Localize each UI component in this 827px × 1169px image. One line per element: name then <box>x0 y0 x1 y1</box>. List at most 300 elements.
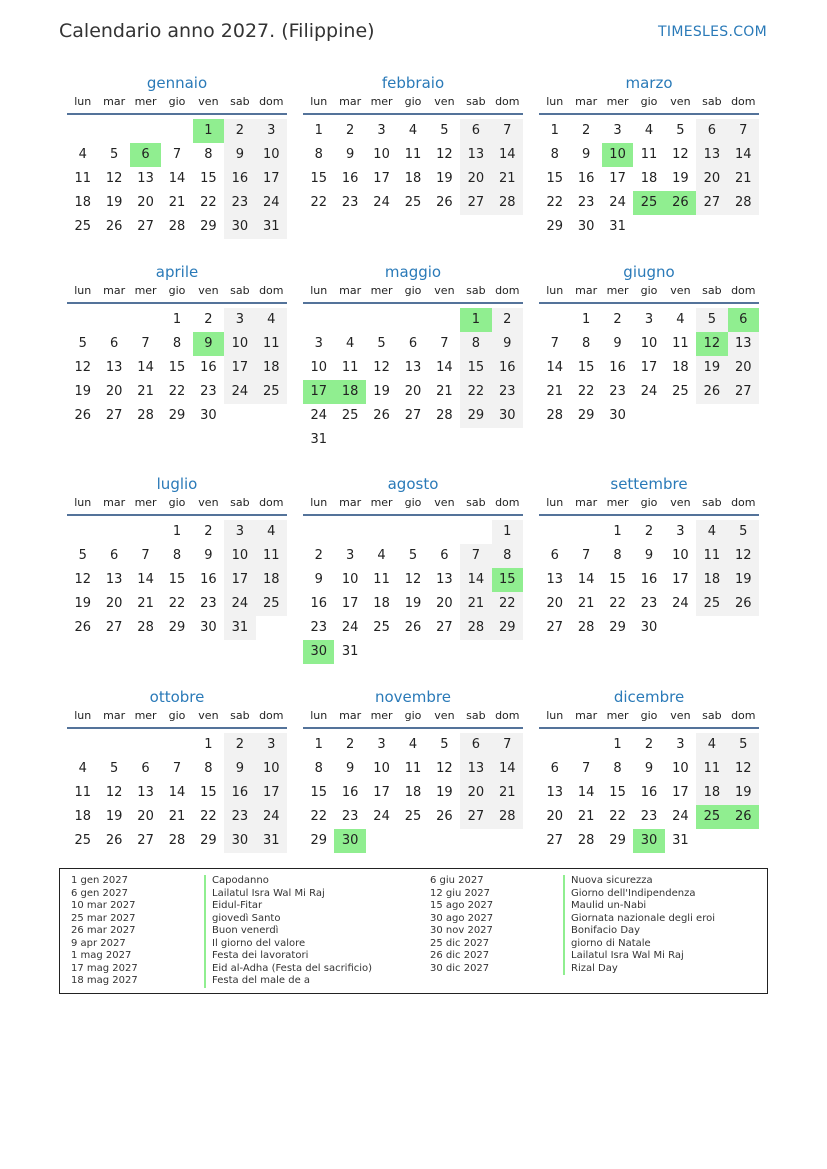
day-cell: 21 <box>168 195 186 210</box>
day-cell: 27 <box>404 408 422 423</box>
day-cell: 1 <box>172 312 182 327</box>
weekday-label: gio <box>640 496 658 509</box>
day-cell: 20 <box>728 356 759 380</box>
day-cell: 11 <box>256 332 287 356</box>
day-grid <box>539 115 759 259</box>
day-cell: 18 <box>640 171 658 186</box>
weekday-label: ven <box>198 709 219 722</box>
day-cell: 16 <box>640 572 658 587</box>
day-cell: 25 <box>672 384 689 399</box>
weekday-label: lun <box>310 284 328 297</box>
day-cell: 20 <box>546 809 563 824</box>
day-cell: 29 <box>200 833 217 848</box>
day-cell: 28 <box>137 620 154 635</box>
day-cell: 24 <box>640 384 658 399</box>
legend-holiday-name: Lailatul Isra Wal Mi Raj <box>204 888 325 901</box>
weekday-header <box>539 707 759 729</box>
day-cell: 7 <box>492 733 523 757</box>
weekday-label: mer <box>134 496 157 509</box>
day-cell: 20 <box>105 596 123 611</box>
day-cell: 4 <box>345 336 355 351</box>
holiday-day-cell: 18 <box>334 380 365 404</box>
legend-date: 15 ago 2027 <box>430 900 494 911</box>
legend-holiday-name: Buon venerdì <box>204 925 278 938</box>
day-cell: 30 <box>200 408 217 423</box>
day-cell: 24 <box>341 620 359 635</box>
day-cell: 25 <box>404 195 422 210</box>
day-cell: 14 <box>137 360 154 375</box>
weekday-label: lun <box>546 95 564 108</box>
weekday-label: gio <box>168 709 186 722</box>
day-cell: 24 <box>672 809 689 824</box>
day-cell: 5 <box>728 520 759 544</box>
day-cell: 10 <box>224 544 255 568</box>
day-cell: 6 <box>460 733 491 757</box>
month-name: gennaio <box>146 74 208 92</box>
day-cell: 14 <box>436 360 453 375</box>
day-cell: 3 <box>256 119 287 143</box>
day-cell: 9 <box>345 761 355 776</box>
month-gennaio <box>67 73 287 259</box>
day-cell: 5 <box>440 123 449 138</box>
day-cell: 15 <box>546 171 563 186</box>
day-grid <box>539 304 759 448</box>
day-grid <box>67 516 287 660</box>
day-cell: 5 <box>696 308 727 332</box>
day-cell: 12 <box>672 147 689 162</box>
day-cell: 28 <box>492 805 523 829</box>
weekday-label: sab <box>230 95 250 108</box>
day-cell: 31 <box>224 616 255 640</box>
day-cell: 7 <box>581 548 591 563</box>
day-cell: 4 <box>696 733 727 757</box>
day-cell: 9 <box>492 332 523 356</box>
weekday-label: dom <box>259 95 284 108</box>
weekday-label: mer <box>134 95 157 108</box>
legend-holiday-name: Eidul-Fitar <box>204 900 262 913</box>
day-cell: 27 <box>546 833 563 848</box>
holiday-day-cell: 9 <box>193 332 224 356</box>
weekday-label: mer <box>370 496 393 509</box>
day-cell: 28 <box>728 191 759 215</box>
day-cell: 16 <box>224 781 255 805</box>
weekday-label: gio <box>640 284 658 297</box>
day-cell: 27 <box>105 408 123 423</box>
weekday-label: gio <box>168 284 186 297</box>
weekday-label: mar <box>575 284 598 297</box>
weekday-label: gio <box>404 284 422 297</box>
month-name: ottobre <box>149 688 205 706</box>
day-cell: 8 <box>581 336 591 351</box>
day-cell: 31 <box>609 219 626 234</box>
day-cell: 11 <box>404 147 422 162</box>
holiday-day-cell: 15 <box>492 568 523 592</box>
weekday-label: sab <box>466 284 486 297</box>
day-cell: 23 <box>341 195 359 210</box>
day-cell: 2 <box>204 524 213 539</box>
day-cell: 23 <box>310 620 327 635</box>
day-cell: 12 <box>728 544 759 568</box>
day-cell: 10 <box>341 572 359 587</box>
day-cell: 29 <box>577 408 595 423</box>
day-cell: 3 <box>644 312 654 327</box>
month-settembre <box>539 474 759 660</box>
legend-holiday-name: Capodanno <box>204 875 269 888</box>
weekday-label: lun <box>546 284 564 297</box>
day-cell: 17 <box>373 171 390 186</box>
day-cell: 27 <box>137 219 154 234</box>
day-grid <box>303 115 523 259</box>
legend-holiday-name: Rizal Day <box>563 963 618 976</box>
day-cell: 29 <box>200 219 217 234</box>
weekday-header <box>539 494 759 516</box>
day-cell: 24 <box>609 195 626 210</box>
day-cell: 28 <box>577 833 595 848</box>
day-cell: 23 <box>640 809 658 824</box>
day-cell: 15 <box>310 171 327 186</box>
weekday-label: lun <box>546 709 564 722</box>
day-cell: 4 <box>408 737 418 752</box>
day-cell: 23 <box>224 805 255 829</box>
holiday-day-cell: 25 <box>696 805 727 829</box>
day-cell: 4 <box>256 520 287 544</box>
weekday-label: mer <box>370 284 393 297</box>
day-cell: 26 <box>696 380 727 404</box>
weekday-label: gio <box>404 95 422 108</box>
day-cell: 18 <box>696 568 727 592</box>
day-cell: 25 <box>373 620 390 635</box>
day-cell: 12 <box>105 171 123 186</box>
weekday-label: mar <box>103 496 126 509</box>
day-cell: 30 <box>640 620 658 635</box>
weekday-label: sab <box>702 95 722 108</box>
legend-date: 6 gen 2027 <box>71 887 129 899</box>
day-cell: 28 <box>546 408 563 423</box>
month-name: agosto <box>387 475 439 493</box>
day-cell: 14 <box>137 572 154 587</box>
day-cell: 21 <box>460 592 491 616</box>
month-maggio <box>303 262 523 448</box>
day-cell: 13 <box>137 171 154 186</box>
day-cell: 2 <box>581 123 591 138</box>
legend-holiday-name: Nuova sicurezza <box>563 875 653 888</box>
holiday-day-cell: 6 <box>728 308 759 332</box>
weekday-header <box>303 707 523 729</box>
day-cell: 21 <box>492 167 523 191</box>
weekday-label: ven <box>198 284 219 297</box>
day-cell: 7 <box>172 147 182 162</box>
day-cell: 18 <box>696 781 727 805</box>
day-cell: 14 <box>577 572 595 587</box>
weekday-label: gio <box>640 709 658 722</box>
day-grid <box>67 304 287 448</box>
day-cell: 21 <box>137 384 154 399</box>
holiday-legend <box>59 868 768 994</box>
day-cell: 16 <box>577 171 595 186</box>
weekday-label: sab <box>702 284 722 297</box>
day-cell: 8 <box>172 548 182 563</box>
day-cell: 8 <box>204 761 213 776</box>
day-cell: 2 <box>613 312 622 327</box>
month-name: giugno <box>623 263 675 281</box>
day-cell: 13 <box>546 572 563 587</box>
day-cell: 30 <box>224 215 255 239</box>
day-cell: 9 <box>204 548 213 563</box>
weekday-label: mer <box>134 709 157 722</box>
day-cell: 23 <box>492 380 523 404</box>
day-cell: 12 <box>74 360 91 375</box>
month-name: aprile <box>155 263 199 281</box>
month-giugno <box>539 262 759 448</box>
day-cell: 7 <box>728 119 759 143</box>
day-cell: 16 <box>492 356 523 380</box>
legend-date: 1 mag 2027 <box>71 950 132 961</box>
weekday-label: ven <box>198 95 219 108</box>
month-name: luglio <box>156 475 198 493</box>
brand-link[interactable]: TIMESLES.COM <box>658 24 767 40</box>
day-cell: 12 <box>436 147 453 162</box>
day-cell: 1 <box>613 524 622 539</box>
day-cell: 9 <box>314 572 323 587</box>
weekday-label: ven <box>670 95 691 108</box>
day-cell: 12 <box>373 360 390 375</box>
day-cell: 27 <box>436 620 453 635</box>
month-novembre <box>303 687 523 873</box>
day-cell: 25 <box>74 833 91 848</box>
weekday-label: mar <box>103 709 126 722</box>
day-cell: 23 <box>200 384 217 399</box>
legend-holiday-name: Lailatul Isra Wal Mi Raj <box>563 950 684 963</box>
day-cell: 25 <box>74 219 91 234</box>
day-cell: 22 <box>310 195 327 210</box>
day-cell: 24 <box>672 596 689 611</box>
month-luglio <box>67 474 287 660</box>
day-cell: 4 <box>78 761 87 776</box>
day-cell: 2 <box>345 737 355 752</box>
day-cell: 15 <box>168 360 186 375</box>
day-cell: 20 <box>105 384 123 399</box>
day-cell: 6 <box>460 119 491 143</box>
holiday-day-cell: 1 <box>460 308 491 332</box>
day-cell: 31 <box>310 432 327 447</box>
day-cell: 9 <box>644 761 654 776</box>
holiday-day-cell: 1 <box>193 119 224 143</box>
day-cell: 3 <box>224 520 255 544</box>
weekday-label: sab <box>230 496 250 509</box>
legend-date: 30 dic 2027 <box>430 962 490 974</box>
weekday-label: dom <box>731 496 756 509</box>
day-grid <box>539 729 759 873</box>
weekday-label: lun <box>74 284 92 297</box>
day-cell: 16 <box>310 596 327 611</box>
day-cell: 12 <box>105 785 123 800</box>
weekday-label: lun <box>310 709 328 722</box>
weekday-label: mer <box>370 709 393 722</box>
holiday-day-cell: 26 <box>665 191 696 215</box>
day-cell: 31 <box>256 829 287 853</box>
day-cell: 6 <box>408 336 418 351</box>
weekday-label: dom <box>259 496 284 509</box>
day-cell: 4 <box>377 548 386 563</box>
day-cell: 22 <box>609 809 626 824</box>
day-cell: 21 <box>577 596 595 611</box>
day-cell: 19 <box>373 384 390 399</box>
day-cell: 23 <box>224 191 255 215</box>
day-cell: 12 <box>74 572 91 587</box>
day-cell: 22 <box>546 195 563 210</box>
day-cell: 20 <box>137 809 154 824</box>
day-cell: 14 <box>168 171 186 186</box>
day-cell: 4 <box>696 520 727 544</box>
day-cell: 22 <box>200 809 217 824</box>
day-cell: 20 <box>546 596 563 611</box>
month-name: marzo <box>625 74 673 92</box>
day-cell: 30 <box>577 219 595 234</box>
day-cell: 23 <box>341 809 359 824</box>
day-cell: 30 <box>200 620 217 635</box>
weekday-label: sab <box>466 496 486 509</box>
weekday-label: ven <box>670 496 691 509</box>
day-cell: 3 <box>676 524 685 539</box>
day-cell: 10 <box>373 761 390 776</box>
day-cell: 3 <box>377 737 386 752</box>
holiday-day-cell: 26 <box>728 805 759 829</box>
day-cell: 26 <box>373 408 390 423</box>
day-cell: 19 <box>74 596 91 611</box>
day-grid <box>67 729 287 873</box>
day-cell: 17 <box>640 360 658 375</box>
weekday-label: mar <box>339 709 362 722</box>
day-cell: 6 <box>440 548 449 563</box>
day-cell: 14 <box>492 143 523 167</box>
weekday-label: mer <box>606 709 629 722</box>
day-cell: 21 <box>168 809 186 824</box>
day-cell: 14 <box>546 360 563 375</box>
day-cell: 24 <box>373 809 390 824</box>
day-cell: 10 <box>672 548 689 563</box>
weekday-label: dom <box>259 709 284 722</box>
day-cell: 27 <box>546 620 563 635</box>
day-cell: 20 <box>460 781 491 805</box>
day-cell: 8 <box>460 332 491 356</box>
day-cell: 7 <box>492 119 523 143</box>
day-cell: 12 <box>436 761 453 776</box>
legend-holiday-name: Festa del male de a <box>204 975 310 988</box>
day-grid <box>67 115 287 259</box>
day-cell: 23 <box>640 596 658 611</box>
day-cell: 8 <box>172 336 182 351</box>
day-cell: 8 <box>492 544 523 568</box>
day-cell: 16 <box>200 360 217 375</box>
day-cell: 26 <box>105 219 123 234</box>
day-cell: 10 <box>256 757 287 781</box>
day-cell: 29 <box>546 219 563 234</box>
day-cell: 26 <box>74 620 91 635</box>
weekday-header <box>67 282 287 304</box>
day-cell: 7 <box>172 761 182 776</box>
weekday-header <box>67 707 287 729</box>
legend-date: 1 gen 2027 <box>71 875 129 886</box>
day-cell: 5 <box>109 147 119 162</box>
day-cell: 16 <box>341 785 359 800</box>
day-cell: 2 <box>314 548 323 563</box>
day-cell: 20 <box>404 384 422 399</box>
day-cell: 4 <box>78 147 87 162</box>
day-cell: 19 <box>105 809 123 824</box>
day-cell: 11 <box>696 544 727 568</box>
day-cell: 6 <box>696 119 727 143</box>
legend-date: 25 dic 2027 <box>430 937 490 949</box>
day-grid <box>539 516 759 660</box>
weekday-label: ven <box>434 496 455 509</box>
weekday-label: mar <box>575 709 598 722</box>
day-cell: 11 <box>672 336 689 351</box>
day-cell: 29 <box>492 616 523 640</box>
day-cell: 3 <box>224 308 255 332</box>
legend-date: 26 mar 2027 <box>71 925 136 936</box>
weekday-label: ven <box>670 284 691 297</box>
weekday-label: dom <box>495 284 520 297</box>
day-cell: 29 <box>609 620 626 635</box>
day-cell: 23 <box>200 596 217 611</box>
day-cell: 15 <box>200 785 217 800</box>
weekday-label: gio <box>168 95 186 108</box>
day-cell: 18 <box>672 360 689 375</box>
month-febbraio <box>303 73 523 259</box>
day-cell: 6 <box>109 548 119 563</box>
day-cell: 20 <box>460 167 491 191</box>
day-cell: 7 <box>460 544 491 568</box>
weekday-label: dom <box>495 709 520 722</box>
day-cell: 26 <box>74 408 91 423</box>
weekday-header <box>303 93 523 115</box>
day-cell: 28 <box>436 408 453 423</box>
day-cell: 27 <box>105 620 123 635</box>
weekday-label: dom <box>495 496 520 509</box>
holiday-day-cell: 6 <box>130 143 161 167</box>
day-cell: 19 <box>436 785 453 800</box>
weekday-label: mer <box>134 284 157 297</box>
month-ottobre <box>67 687 287 873</box>
day-cell: 19 <box>696 356 727 380</box>
day-cell: 3 <box>256 733 287 757</box>
day-cell: 18 <box>256 568 287 592</box>
weekday-label: ven <box>434 709 455 722</box>
day-cell: 15 <box>168 572 186 587</box>
day-cell: 1 <box>492 520 523 544</box>
weekday-label: gio <box>168 496 186 509</box>
weekday-label: mar <box>103 95 126 108</box>
day-cell: 14 <box>728 143 759 167</box>
day-cell: 29 <box>460 404 491 428</box>
day-cell: 16 <box>341 171 359 186</box>
weekday-label: gio <box>404 496 422 509</box>
weekday-label: sab <box>230 709 250 722</box>
day-cell: 21 <box>546 384 563 399</box>
weekday-label: lun <box>546 496 564 509</box>
day-cell: 16 <box>609 360 626 375</box>
legend-holiday-name: Giornata nazionale degli eroi <box>563 913 715 926</box>
day-cell: 31 <box>341 644 359 659</box>
month-name: febbraio <box>381 74 445 92</box>
legend-date: 26 dic 2027 <box>430 950 490 961</box>
legend-date: 25 mar 2027 <box>71 912 136 924</box>
weekday-label: ven <box>670 709 691 722</box>
day-cell: 29 <box>168 408 186 423</box>
legend-date: 12 giu 2027 <box>430 887 490 899</box>
weekday-label: mar <box>339 284 362 297</box>
day-cell: 5 <box>78 336 87 351</box>
